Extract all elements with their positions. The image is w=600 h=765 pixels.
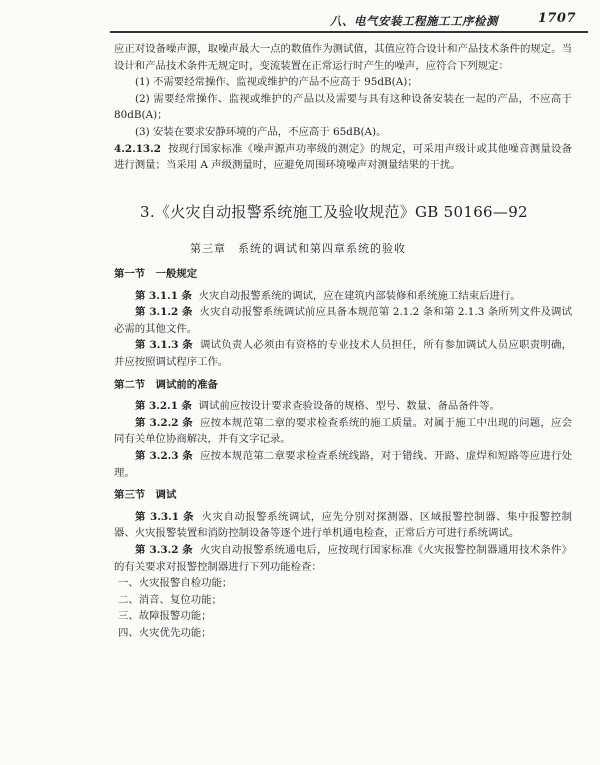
function-check-item-1: 一、火灾报警自检功能； (118, 577, 233, 590)
clause-text: 按现行国家标准《噪声源声功率级的测定》的规定，可采用声级计或其他噪音测量设备进行测量；当采用 A 声级测量时，应避免周围环境噪声对测量结果的干扰。 (114, 142, 573, 172)
function-check-item-3: 三、故障报警功能； (118, 610, 212, 623)
clause-4-2-13-2 (114, 141, 572, 174)
article-number: 第 3.1.2 条 (135, 306, 193, 319)
article-text: 应按本规范第二章的要求检查系统的施工质量。对属于施工中出现的问题，应会同有关单位协商解决，并有文字记录。 (114, 416, 573, 446)
article-text: 火灾自动报警系统通电后，应按现行国家标准《火灾报警控制器通用技术条件》的有关要求对报警控制器进行下列功能检查： (114, 543, 573, 573)
header-section-title: 八、电气安装工程施工工序检测 (330, 14, 498, 28)
chapter-title: 第三章 系统的调试和第四章系统的验收 (190, 242, 406, 255)
article-text: 火灾自动报警系统调试前应具备本规范第 2.1.2 条和第 2.1.3 条所列文件及调试必需的其他文件。 (114, 306, 572, 335)
article-number: 第 3.1.1 条 (135, 289, 192, 302)
clause-number: 4.2.13.2 (114, 142, 162, 155)
noise-item-2: (2) 需要经常操作、监视或维护的产品以及需要与具有这种设备安装在一起的产品，不应高于 80dB(A)； (114, 92, 572, 122)
article-3-2-3 (114, 448, 572, 481)
article-3-1-1 (114, 288, 572, 305)
article-number: 第 3.2.1 条 (135, 400, 192, 413)
article-number: 第 3.2.2 条 (135, 416, 193, 429)
article-text: 应按本规范第二章要求检查系统线路，对于错线、开路、虚焊和短路等应进行处理。 (114, 449, 573, 479)
article-3-3-1 (114, 509, 572, 542)
function-check-item-2: 二、消音、复位功能； (118, 593, 222, 606)
section-title-2: 第二节 调试前的准备 (114, 378, 218, 391)
article-text: 调试前应按设计要求查验设备的规格、型号、数量、备品备件等。 (198, 400, 500, 413)
noise-item-3: (3) 安装在要求安静环境的产品，不应高于 65dB(A)。 (135, 125, 387, 138)
intro-paragraph: 应正对设备噪声源，取噪声最大一点的数值作为测试值，其值应符合设计和产品技术条件的规定。当设计和产品技术条件无规定时，变流装置在正常运行时产生的噪声，应符合下列规定： (114, 43, 572, 72)
article-number: 第 3.2.3 条 (135, 449, 193, 462)
article-3-3-2 (114, 542, 572, 575)
intro-block (114, 41, 572, 174)
article-number: 第 3.3.1 条 (135, 510, 195, 523)
noise-item-1: (1) 不需要经常操作、监视或维护的产品不应高于 95dB(A)； (135, 76, 418, 89)
section-title-3: 第三节 调试 (114, 489, 177, 502)
article-text: 调试负责人必须由有资格的专业技术人员担任，所有参加调试人员应职责明确，并应按照调试程序工作。 (114, 339, 573, 368)
article-text: 火灾自动报警系统的调试，应在建筑内部装修和系统施工结束后进行。 (198, 289, 521, 302)
function-check-item-4: 四、火灾优先功能； (118, 626, 212, 639)
article-number: 第 3.1.3 条 (135, 339, 193, 352)
article-3-2-1 (114, 398, 572, 415)
article-3-1-3 (114, 337, 572, 370)
article-number: 第 3.3.2 条 (135, 543, 193, 556)
page-number: 1707 (537, 11, 576, 26)
section-title-1: 第一节 一般规定 (114, 268, 198, 280)
chapter-body (114, 266, 572, 641)
standard-title: 3.《火灾自动报警系统施工及验收规范》GB 50166—92 (140, 203, 528, 221)
article-text: 火灾自动报警系统调试，应先分别对探测器、区域报警控制器、集中报警控制器、火灾报警装置和消防控制设备等逐个进行单机通电检查，正常后方可进行系统调试。 (114, 510, 572, 540)
header-rule (110, 31, 588, 33)
article-3-1-2 (114, 304, 572, 337)
article-3-2-2 (114, 415, 572, 448)
